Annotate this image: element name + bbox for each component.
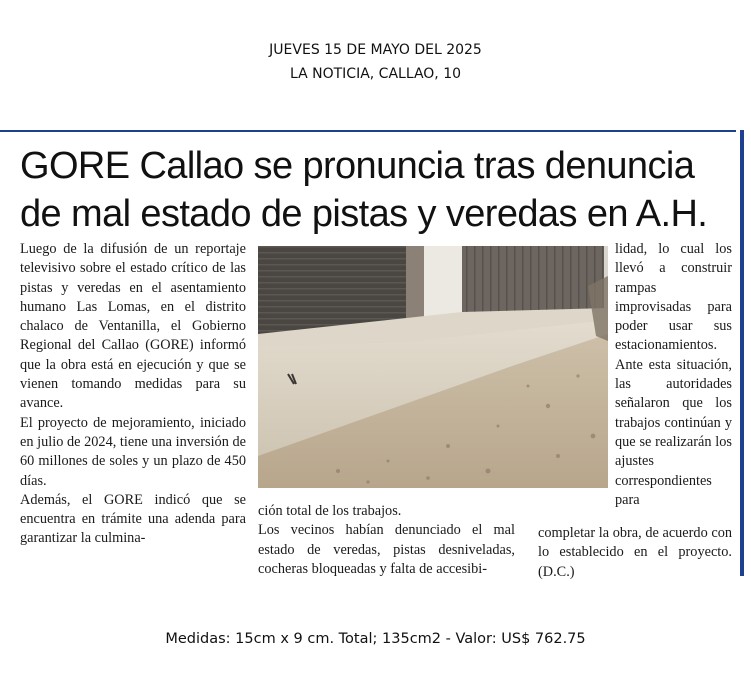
paragraph-project: El proyecto de mejoramiento, iniciado en julio de 2024, tiene una inversión de 60 millones de soles y un plazo de 450 días.: [20, 414, 246, 489]
paragraph-authorities-end: completar la obra, de acuerdo con lo establecido en el proyecto. (D.C.): [538, 525, 732, 580]
article-column-3-tail: [538, 524, 732, 582]
headline-line-2: de mal estado de pistas y veredas en A.H.: [20, 193, 708, 235]
article-photo: [258, 246, 608, 488]
article-column-2: [258, 502, 515, 579]
right-accent-bar: [740, 130, 744, 576]
ad-value-measures: Medidas: 15cm x 9 cm. Total; 135cm2 - Valor: US$ 762.75: [165, 631, 586, 647]
publication-date: JUEVES 15 DE MAYO DEL 2025: [269, 42, 482, 58]
paragraph-intro: Luego de la difusión de un reportaje televisivo sobre el estado crítico de las pistas y veredas en el asentamiento humano Las Lomas, en el distrito chalaco de Ventanilla, el Gobierno Regional del Callao (GORE) informó que la obra está en ejecución y que se vienen tomando medidas para su avance.: [20, 241, 246, 412]
article-column-1: [20, 240, 246, 549]
paragraph-addendum-continuation: ción total de los trabajos.: [258, 503, 402, 519]
article-headline: [20, 142, 736, 238]
paragraph-addendum: Además, el GORE indicó que se encuentra en trámite una adenda para garantizar la culmina-: [20, 491, 246, 547]
paragraph-authorities: Ante esta situación, las autoridades señalaron que los trabajos continúan y que se realizarán los ajustes correspondientes para: [615, 356, 732, 508]
paragraph-residents-continuation: lidad, lo cual los llevó a construir rampas improvisadas para poder usar sus estacionamientos.: [615, 241, 732, 354]
headline-line-1: GORE Callao se pronuncia tras denuncia: [20, 145, 695, 187]
article-column-3: [615, 240, 732, 510]
publication-source: LA NOTICIA, CALLAO, 10: [289, 66, 462, 82]
paragraph-residents: Los vecinos habían denunciado el mal estado de veredas, pistas desniveladas, cocheras bloqueadas y falta de accesibi-: [258, 522, 515, 577]
top-accent-rule: [0, 130, 736, 132]
